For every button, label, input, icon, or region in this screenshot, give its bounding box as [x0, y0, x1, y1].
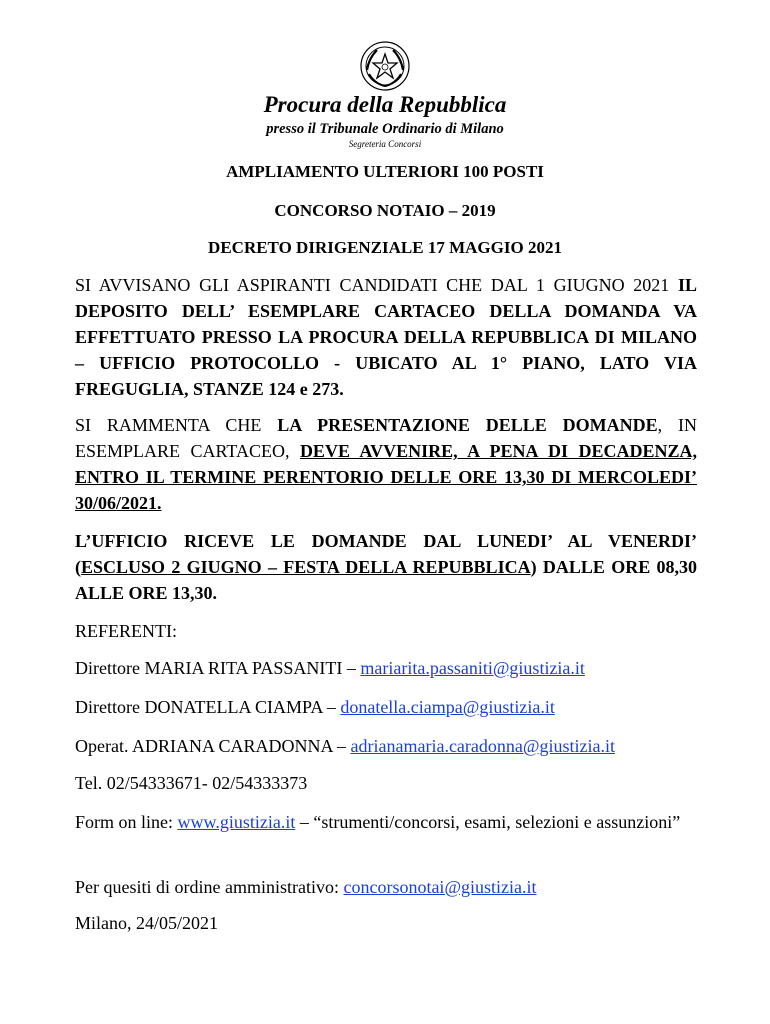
- italian-republic-emblem-icon: [359, 40, 411, 92]
- referents-title: REFERENTI:: [75, 621, 177, 641]
- deadline-terms: DEVE AVVENIRE, A PENA DI DECADENZA, ENTRO IL TERMINE PERENTORIO DELLE ORE 13,30 DI MERCOLEDI’ 30/06/2021.: [75, 441, 698, 513]
- office-department: Segreteria Concorsi: [348, 139, 422, 149]
- notice-paragraph-deadline: [75, 412, 697, 516]
- referent-item: [75, 694, 715, 720]
- notice-paragraph-deposit: [75, 272, 697, 402]
- office-title: Procura della Repubblica: [263, 92, 507, 117]
- hours-start: L’UFFICIO RICEVE LE DOMANDE DAL LUNEDI’ AL VENERDI’ (: [75, 531, 697, 577]
- referent-item: [75, 655, 715, 681]
- referent-label: Direttore MARIA RITA PASSANITI –: [75, 658, 361, 678]
- referent-item: [75, 733, 715, 759]
- office-subtitle: presso il Tribunale Ordinario di Milano: [266, 121, 504, 137]
- referent-email-link[interactable]: donatella.ciampa@giustizia.it: [340, 697, 555, 717]
- hours-end: ) DALLE ORE 08,30 ALLE ORE 13,30.: [75, 557, 697, 603]
- deadline-intro: SI RAMMENTA CHE: [75, 415, 278, 435]
- hours-exception: ESCLUSO 2 GIUGNO – FESTA DELLA REPUBBLICA: [81, 557, 531, 577]
- referent-email-link[interactable]: mariarita.passaniti@giustizia.it: [360, 658, 585, 678]
- admin-contact-line: [75, 874, 715, 900]
- admin-email-link[interactable]: concorsonotai@giustizia.it: [343, 877, 537, 897]
- deposit-intro: SI AVVISANO GLI ASPIRANTI CANDIDATI CHE DAL 1 GIUGNO 2021: [75, 275, 678, 295]
- admin-label: Per quesiti di ordine amministrativo:: [75, 877, 344, 897]
- phone-numbers: Tel. 02/54333671- 02/54333373: [75, 773, 308, 793]
- referent-email-link[interactable]: adrianamaria.caradonna@giustizia.it: [350, 736, 615, 756]
- referent-label: Direttore DONATELLA CIAMPA –: [75, 697, 341, 717]
- giustizia-website-link[interactable]: www.giustizia.it: [177, 812, 296, 832]
- heading-posts: AMPLIAMENTO ULTERIORI 100 POSTI: [226, 162, 544, 181]
- deadline-subject: LA PRESENTAZIONE DELLE DOMANDE: [277, 415, 658, 435]
- form-label: Form on line:: [75, 812, 178, 832]
- deadline-mid: , IN ESEMPLARE CARTACEO,: [75, 415, 698, 461]
- online-form-line: [75, 809, 697, 835]
- form-path: – “strumenti/concorsi, esami, selezioni e assunzioni”: [295, 812, 681, 832]
- deposit-location: IL DEPOSITO DELL’ ESEMPLARE CARTACEO DELLA DOMANDA VA EFFETTUATO PRESSO LA PROCURA DELLA REPUBBLICA DI MILANO – UFFICIO PROTOCOLLO - UBICATO AL 1° PIANO, LATO VIA FREGUGLIA, STANZE 124 e 273.: [75, 275, 697, 399]
- place-date: Milano, 24/05/2021: [75, 913, 218, 933]
- referent-label: Operat. ADRIANA CARADONNA –: [75, 736, 351, 756]
- heading-contest: CONCORSO NOTAIO – 2019: [274, 201, 496, 220]
- heading-decree: DECRETO DIRIGENZIALE 17 MAGGIO 2021: [208, 238, 562, 257]
- notice-paragraph-hours: [75, 528, 697, 606]
